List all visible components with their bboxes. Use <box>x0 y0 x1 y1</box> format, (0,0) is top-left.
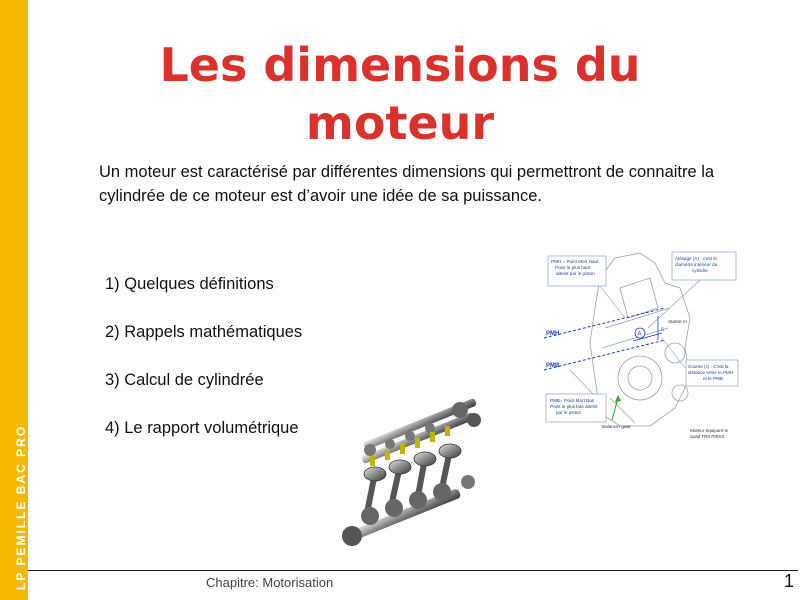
toc-item-rapport: 4) Le rapport volumétrique <box>105 419 299 437</box>
svg-text:Alésage (A) : c'est le d: Alésage (A) : c'est le diamètre intérieur du cylindre <box>675 256 718 273</box>
table-of-contents <box>105 274 302 466</box>
toc-item-definitions: 1) Quelques définitions <box>105 275 274 293</box>
alesage-callout <box>672 252 736 280</box>
svg-text:PMH = Point Mort Haut Po: PMH = Point Mort Haut Point le plus haut atteint par le piston <box>551 259 599 276</box>
course-marker: c <box>661 327 664 333</box>
page-number: 1 <box>783 571 794 591</box>
toc-item-rappels: 2) Rappels mathématiques <box>105 323 303 341</box>
starter-label: Starter m <box>668 319 687 324</box>
pmh-label: PMH <box>546 331 560 337</box>
balancer-label: Balancer gear <box>602 424 631 429</box>
engine-image <box>330 398 490 553</box>
toc-item-calcul: 3) Calcul de cylindrée <box>105 371 264 389</box>
pmh-callout <box>548 256 606 286</box>
school-label: LP PEMILLE BAC PRO <box>14 424 28 590</box>
course-callout <box>686 360 738 386</box>
engine-diagram <box>540 248 740 440</box>
svg-text:PMB= Point Mort Bas Poin: PMB= Point Mort Bas Point le plus bas atteint par le piston <box>550 398 598 415</box>
pmb-callout <box>546 394 606 422</box>
footer-chapter: Chapitre: Motorisation <box>206 575 334 590</box>
crankshaft-graphic <box>342 475 475 546</box>
intro-paragraph: Un moteur est caractérisé par différentes dimensions qui permettront de connaitre la cylindrée de ce moteur est d’avoir une idée de sa puissance. <box>99 163 715 205</box>
alesage-marker: A <box>637 331 642 338</box>
svg-text:Course (c) : C'est la di: Course (c) : C'est la distance entre le PMH et le PMB <box>688 364 734 381</box>
pmb-label: PMB <box>546 363 560 369</box>
moteur-caption: Moteur équipant le quad TRX700XX <box>690 428 729 439</box>
footer-divider <box>28 570 798 571</box>
slide-title: Les dimensions du moteur <box>159 38 641 150</box>
